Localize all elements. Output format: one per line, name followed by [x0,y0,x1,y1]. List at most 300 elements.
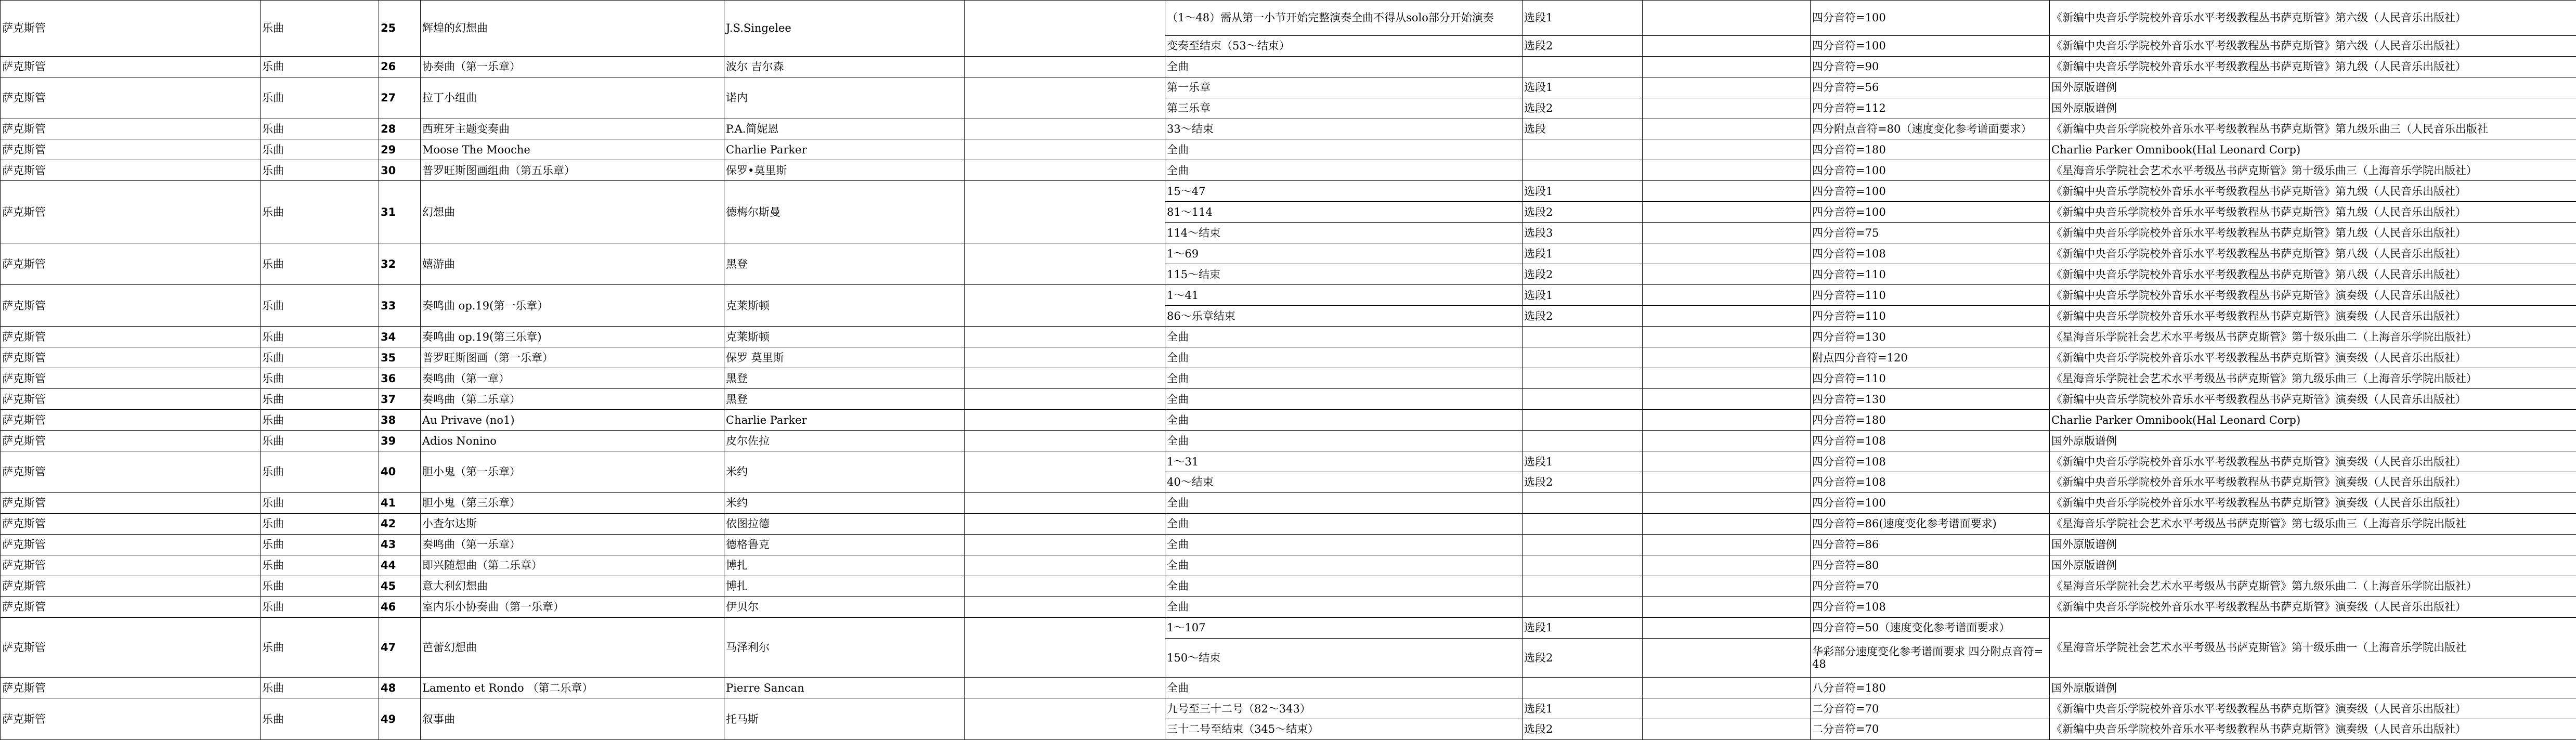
table-row [1,181,2576,202]
range-cell: 全曲 [1165,492,1523,513]
number-cell: 36 [379,368,421,389]
section-cell [1523,431,1643,451]
category-cell: 乐曲 [261,77,379,119]
tempo-cell: 四分音符=86 [1811,534,2050,555]
composer-cell: 克莱斯顿 [724,327,965,347]
composer-cell: 米约 [724,451,965,493]
blank-cell [1643,327,1811,347]
tempo-cell: 四分音符=100 [1811,492,2050,513]
tempo-cell: 二分音符=70 [1811,698,2050,719]
title-cell: 小査尔达斯 [421,513,724,534]
category-cell: 乐曲 [261,451,379,493]
title-cell: Moose The Mooche [421,139,724,160]
section-cell [1523,555,1643,576]
tempo-cell: 四分音符=130 [1811,327,2050,347]
table-row [1,678,2576,698]
tempo-cell: 华彩部分速度变化参考谱面要求 四分附点音符=48 [1811,638,2050,677]
source-cell: 《星海音乐学院社会艺术水平考级丛书萨克斯管》第七级乐曲三（上海音乐学院出版社 [2050,513,2576,534]
range-cell: 115～结束 [1165,264,1523,285]
source-cell: 国外原版谱例 [2050,555,2576,576]
instrument-cell: 萨克斯管 [1,451,261,493]
tempo-cell: 四分音符=108 [1811,431,2050,451]
blank-cell [965,617,1165,677]
source-cell: 国外原版谱例 [2050,678,2576,698]
range-cell: 全曲 [1165,410,1523,431]
instrument-cell: 萨克斯管 [1,513,261,534]
composer-cell: 德格鲁克 [724,534,965,555]
blank-cell [1643,264,1811,285]
category-cell: 乐曲 [261,347,379,368]
instrument-cell: 萨克斯管 [1,555,261,576]
source-cell: 《星海音乐学院社会艺术水平考级丛书萨克斯管》第九级乐曲三（上海音乐学院出版社） [2050,368,2576,389]
table-row [1,160,2576,181]
instrument-cell: 萨克斯管 [1,534,261,555]
number-cell: 29 [379,139,421,160]
instrument-cell: 萨克斯管 [1,410,261,431]
table-body [1,1,2576,740]
composer-cell: 皮尔佐拉 [724,431,965,451]
table-row [1,534,2576,555]
blank-cell [1643,451,1811,472]
composer-cell: 博扎 [724,576,965,596]
category-cell: 乐曲 [261,534,379,555]
source-cell: 国外原版谱例 [2050,98,2576,119]
composer-cell: 依图拉德 [724,513,965,534]
blank-cell [965,368,1165,389]
category-cell: 乐曲 [261,678,379,698]
range-cell: 第三乐章 [1165,98,1523,119]
category-cell: 乐曲 [261,160,379,181]
number-cell: 46 [379,596,421,617]
blank-cell [1643,98,1811,119]
instrument-cell: 萨克斯管 [1,368,261,389]
number-cell: 45 [379,576,421,596]
source-cell: 《新编中央音乐学院校外音乐水平考级教程丛书萨克斯管》演奏级（人民音乐出版社） [2050,285,2576,306]
number-cell: 27 [379,77,421,119]
section-cell [1523,410,1643,431]
blank-cell [1643,243,1811,264]
range-cell: 1～69 [1165,243,1523,264]
tempo-cell: 四分音符=100 [1811,181,2050,202]
section-cell [1523,678,1643,698]
table-row [1,596,2576,617]
title-cell: Adios Nonino [421,431,724,451]
number-cell: 30 [379,160,421,181]
section-cell: 选段1 [1523,1,1643,36]
category-cell: 乐曲 [261,139,379,160]
source-cell: 《新编中央音乐学院校外音乐水平考级教程丛书萨克斯管》演奏级（人民音乐出版社） [2050,492,2576,513]
source-cell: 《新编中央音乐学院校外音乐水平考级教程丛书萨克斯管》第八级（人民音乐出版社） [2050,243,2576,264]
section-cell [1523,160,1643,181]
blank-cell [965,534,1165,555]
tempo-cell: 四分音符=100 [1811,202,2050,223]
blank-cell [965,410,1165,431]
number-cell: 28 [379,119,421,139]
section-cell: 选段1 [1523,698,1643,719]
composer-cell: 黑登 [724,368,965,389]
number-cell: 40 [379,451,421,493]
source-cell: 《星海音乐学院社会艺术水平考级丛书萨克斯管》第十级乐曲三（上海音乐学院出版社） [2050,160,2576,181]
table-row [1,410,2576,431]
range-cell: 全曲 [1165,513,1523,534]
number-cell: 37 [379,389,421,410]
instrument-cell: 萨克斯管 [1,56,261,77]
section-cell [1523,56,1643,77]
range-cell: 全曲 [1165,596,1523,617]
section-cell [1523,534,1643,555]
category-cell: 乐曲 [261,243,379,285]
blank-cell [1643,368,1811,389]
blank-cell [965,347,1165,368]
composer-cell: 保罗 莫里斯 [724,347,965,368]
title-cell: 室内乐小协奏曲（第一乐章） [421,596,724,617]
blank-cell [965,513,1165,534]
source-cell: 《新编中央音乐学院校外音乐水平考级教程丛书萨克斯管》第六级（人民音乐出版社） [2050,1,2576,36]
composer-cell: J.S.Singelee [724,1,965,57]
tempo-cell: 四分音符=108 [1811,451,2050,472]
tempo-cell: 附点四分音符=120 [1811,347,2050,368]
number-cell: 34 [379,327,421,347]
category-cell: 乐曲 [261,555,379,576]
range-cell: 变奏至结束（53～结束） [1165,35,1523,56]
blank-cell [1643,638,1811,677]
title-cell: 普罗旺斯图画（第一乐章） [421,347,724,368]
number-cell: 39 [379,431,421,451]
blank-cell [965,181,1165,243]
tempo-cell: 四分音符=75 [1811,223,2050,243]
tempo-cell: 八分音符=180 [1811,678,2050,698]
tempo-cell: 四分音符=108 [1811,472,2050,492]
range-cell: 150～结束 [1165,638,1523,677]
tempo-cell: 四分音符=110 [1811,368,2050,389]
tempo-cell: 四分音符=100 [1811,160,2050,181]
tempo-cell: 四分音符=100 [1811,1,2050,36]
blank-cell [965,243,1165,285]
range-cell: 全曲 [1165,347,1523,368]
section-cell: 选段3 [1523,223,1643,243]
range-cell: 33～结束 [1165,119,1523,139]
title-cell: 辉煌的幻想曲 [421,1,724,57]
instrument-cell: 萨克斯管 [1,492,261,513]
table-row [1,1,2576,36]
range-cell: （1～48）需从第一小节开始完整演奏全曲不得从solo部分开始演奏 [1165,1,1523,36]
source-cell: 《新编中央音乐学院校外音乐水平考级教程丛书萨克斯管》第九级（人民音乐出版社） [2050,202,2576,223]
composer-cell: Charlie Parker [724,410,965,431]
category-cell: 乐曲 [261,617,379,677]
title-cell: 西班牙主题变奏曲 [421,119,724,139]
category-cell: 乐曲 [261,698,379,740]
category-cell: 乐曲 [261,285,379,327]
composer-cell: 黑登 [724,389,965,410]
section-cell: 选段2 [1523,264,1643,285]
range-cell: 114～结束 [1165,223,1523,243]
range-cell: 全曲 [1165,139,1523,160]
section-cell: 选段1 [1523,77,1643,98]
section-cell [1523,389,1643,410]
section-cell: 选段2 [1523,472,1643,492]
title-cell: 意大利幻想曲 [421,576,724,596]
number-cell: 48 [379,678,421,698]
title-cell: Lamento et Rondo （第二乐章） [421,678,724,698]
composer-cell: Pierre Sancan [724,678,965,698]
section-cell: 选段1 [1523,451,1643,472]
instrument-cell: 萨克斯管 [1,139,261,160]
table-row [1,492,2576,513]
section-cell [1523,347,1643,368]
tempo-cell: 四分音符=110 [1811,285,2050,306]
title-cell: 芭蕾幻想曲 [421,617,724,677]
blank-cell [1643,410,1811,431]
composer-cell: 米约 [724,492,965,513]
blank-cell [965,1,1165,57]
section-cell: 选段1 [1523,181,1643,202]
number-cell: 26 [379,56,421,77]
tempo-cell: 四分音符=112 [1811,98,2050,119]
section-cell [1523,492,1643,513]
range-cell: 15～47 [1165,181,1523,202]
source-cell: 国外原版谱例 [2050,534,2576,555]
source-cell: 《新编中央音乐学院校外音乐水平考级教程丛书萨克斯管》第九级（人民音乐出版社） [2050,223,2576,243]
blank-cell [965,555,1165,576]
blank-cell [965,285,1165,327]
source-cell: 《新编中央音乐学院校外音乐水平考级教程丛书萨克斯管》演奏级（人民音乐出版社） [2050,306,2576,327]
tempo-cell: 四分音符=180 [1811,410,2050,431]
source-cell: 国外原版谱例 [2050,77,2576,98]
instrument-cell: 萨克斯管 [1,678,261,698]
table-row [1,347,2576,368]
composer-cell: 诺内 [724,77,965,119]
range-cell: 全曲 [1165,160,1523,181]
title-cell: 胆小鬼（第一乐章） [421,451,724,493]
blank-cell [965,431,1165,451]
tempo-cell: 四分音符=86(速度变化参考谱面要求) [1811,513,2050,534]
section-cell: 选段1 [1523,617,1643,638]
number-cell: 43 [379,534,421,555]
title-cell: 奏鸣曲 op.19(第三乐章) [421,327,724,347]
number-cell: 33 [379,285,421,327]
range-cell: 九号至三十二号（82～343） [1165,698,1523,719]
category-cell: 乐曲 [261,56,379,77]
section-cell: 选段2 [1523,202,1643,223]
range-cell: 81～114 [1165,202,1523,223]
title-cell: 幻想曲 [421,181,724,243]
category-cell: 乐曲 [261,327,379,347]
section-cell: 选段1 [1523,285,1643,306]
title-cell: 胆小鬼（第三乐章） [421,492,724,513]
instrument-cell: 萨克斯管 [1,243,261,285]
composer-cell: 托马斯 [724,698,965,740]
category-cell: 乐曲 [261,410,379,431]
category-cell: 乐曲 [261,596,379,617]
tempo-cell: 四分音符=90 [1811,56,2050,77]
blank-cell [1643,35,1811,56]
category-cell: 乐曲 [261,119,379,139]
blank-cell [1643,306,1811,327]
source-cell: 《新编中央音乐学院校外音乐水平考级教程丛书萨克斯管》第八级（人民音乐出版社） [2050,264,2576,285]
instrument-cell: 萨克斯管 [1,181,261,243]
blank-cell [965,139,1165,160]
blank-cell [1643,576,1811,596]
range-cell: 全曲 [1165,678,1523,698]
composer-cell: 保罗•莫里斯 [724,160,965,181]
category-cell: 乐曲 [261,513,379,534]
range-cell: 1～41 [1165,285,1523,306]
number-cell: 32 [379,243,421,285]
source-cell: 《新编中央音乐学院校外音乐水平考级教程丛书萨克斯管》演奏级（人民音乐出版社） [2050,698,2576,719]
range-cell: 86～乐章结束 [1165,306,1523,327]
blank-cell [965,492,1165,513]
table-row [1,513,2576,534]
category-cell: 乐曲 [261,576,379,596]
source-cell: 《新编中央音乐学院校外音乐水平考级教程丛书萨克斯管》演奏级（人民音乐出版社） [2050,596,2576,617]
blank-cell [965,451,1165,493]
source-cell: 《新编中央音乐学院校外音乐水平考级教程丛书萨克斯管》演奏级（人民音乐出版社） [2050,719,2576,739]
blank-cell [1643,719,1811,739]
table-row [1,617,2576,638]
composer-cell: P.A.简妮恩 [724,119,965,139]
source-cell: 《星海音乐学院社会艺术水平考级丛书萨克斯管》第十级乐曲一（上海音乐学院出版社 [2050,617,2576,677]
section-cell [1523,327,1643,347]
instrument-cell: 萨克斯管 [1,576,261,596]
tempo-cell: 二分音符=70 [1811,719,2050,739]
range-cell: 全曲 [1165,389,1523,410]
table-row [1,368,2576,389]
source-cell: 《新编中央音乐学院校外音乐水平考级教程丛书萨克斯管》演奏级（人民音乐出版社） [2050,472,2576,492]
range-cell: 第一乐章 [1165,77,1523,98]
title-cell: 叙事曲 [421,698,724,740]
blank-cell [1643,139,1811,160]
source-cell: 《新编中央音乐学院校外音乐水平考级教程丛书萨克斯管》演奏级（人民音乐出版社） [2050,451,2576,472]
tempo-cell: 四分音符=70 [1811,576,2050,596]
title-cell: 即兴随想曲（第二乐章） [421,555,724,576]
blank-cell [1643,56,1811,77]
blank-cell [1643,596,1811,617]
blank-cell [965,77,1165,119]
table-row [1,56,2576,77]
range-cell: 1～31 [1165,451,1523,472]
table-row [1,576,2576,596]
blank-cell [965,160,1165,181]
instrument-cell: 萨克斯管 [1,77,261,119]
instrument-cell: 萨克斯管 [1,389,261,410]
range-cell: 全曲 [1165,431,1523,451]
blank-cell [1643,492,1811,513]
number-cell: 41 [379,492,421,513]
title-cell: 奏鸣曲 op.19(第一乐章） [421,285,724,327]
source-cell: 《星海音乐学院社会艺术水平考级丛书萨克斯管》第九级乐曲二（上海音乐学院出版社） [2050,576,2576,596]
range-cell: 全曲 [1165,555,1523,576]
composer-cell: 德梅尔斯曼 [724,181,965,243]
range-cell: 全曲 [1165,534,1523,555]
title-cell: 奏鸣曲（第一章） [421,368,724,389]
title-cell: 拉丁小组曲 [421,77,724,119]
composer-cell: 克莱斯顿 [724,285,965,327]
table-row [1,555,2576,576]
blank-cell [965,389,1165,410]
number-cell: 31 [379,181,421,243]
blank-cell [965,678,1165,698]
blank-cell [1643,389,1811,410]
section-cell: 选段 [1523,119,1643,139]
range-cell: 1～107 [1165,617,1523,638]
section-cell [1523,368,1643,389]
blank-cell [965,698,1165,740]
tempo-cell: 四分附点音符=80（速度变化参考谱面要求） [1811,119,2050,139]
blank-cell [965,576,1165,596]
tempo-cell: 四分音符=108 [1811,596,2050,617]
tempo-cell: 四分音符=108 [1811,243,2050,264]
source-cell: 《新编中央音乐学院校外音乐水平考级教程丛书萨克斯管》第九级乐曲三（人民音乐出版社 [2050,119,2576,139]
instrument-cell: 萨克斯管 [1,1,261,57]
blank-cell [1643,555,1811,576]
source-cell: 《新编中央音乐学院校外音乐水平考级教程丛书萨克斯管》演奏级（人民音乐出版社） [2050,347,2576,368]
range-cell: 全曲 [1165,368,1523,389]
section-cell [1523,576,1643,596]
section-cell: 选段1 [1523,243,1643,264]
blank-cell [1643,160,1811,181]
section-cell: 选段2 [1523,638,1643,677]
number-cell: 42 [379,513,421,534]
category-cell: 乐曲 [261,1,379,57]
composer-cell: 博扎 [724,555,965,576]
title-cell: 嬉游曲 [421,243,724,285]
source-cell: 《新编中央音乐学院校外音乐水平考级教程丛书萨克斯管》第九级（人民音乐出版社） [2050,181,2576,202]
instrument-cell: 萨克斯管 [1,119,261,139]
category-cell: 乐曲 [261,431,379,451]
number-cell: 25 [379,1,421,57]
blank-cell [1643,223,1811,243]
blank-cell [1643,181,1811,202]
number-cell: 49 [379,698,421,740]
blank-cell [1643,617,1811,638]
section-cell [1523,596,1643,617]
source-cell: 《新编中央音乐学院校外音乐水平考级教程丛书萨克斯管》演奏级（人民音乐出版社） [2050,389,2576,410]
instrument-cell: 萨克斯管 [1,698,261,740]
composer-cell: 伊贝尔 [724,596,965,617]
blank-cell [965,327,1165,347]
range-cell: 全曲 [1165,56,1523,77]
composer-cell: 马泽利尔 [724,617,965,677]
tempo-cell: 四分音符=56 [1811,77,2050,98]
range-cell: 全曲 [1165,327,1523,347]
category-cell: 乐曲 [261,389,379,410]
section-cell: 选段2 [1523,306,1643,327]
source-cell: Charlie Parker Omnibook(Hal Leonard Corp) [2050,139,2576,160]
blank-cell [965,596,1165,617]
blank-cell [1643,77,1811,98]
instrument-cell: 萨克斯管 [1,617,261,677]
blank-cell [1643,472,1811,492]
category-cell: 乐曲 [261,368,379,389]
category-cell: 乐曲 [261,181,379,243]
table-row [1,285,2576,306]
number-cell: 44 [379,555,421,576]
section-cell: 选段2 [1523,35,1643,56]
table-row [1,698,2576,719]
blank-cell [1643,513,1811,534]
table-row [1,451,2576,472]
section-cell: 选段2 [1523,719,1643,739]
section-cell [1523,139,1643,160]
section-cell: 选段2 [1523,98,1643,119]
number-cell: 47 [379,617,421,677]
table-row [1,431,2576,451]
blank-cell [965,119,1165,139]
tempo-cell: 四分音符=110 [1811,306,2050,327]
blank-cell [1643,285,1811,306]
source-cell: 《新编中央音乐学院校外音乐水平考级教程丛书萨克斯管》第九级（人民音乐出版社） [2050,56,2576,77]
title-cell: 奏鸣曲（第一乐章） [421,534,724,555]
